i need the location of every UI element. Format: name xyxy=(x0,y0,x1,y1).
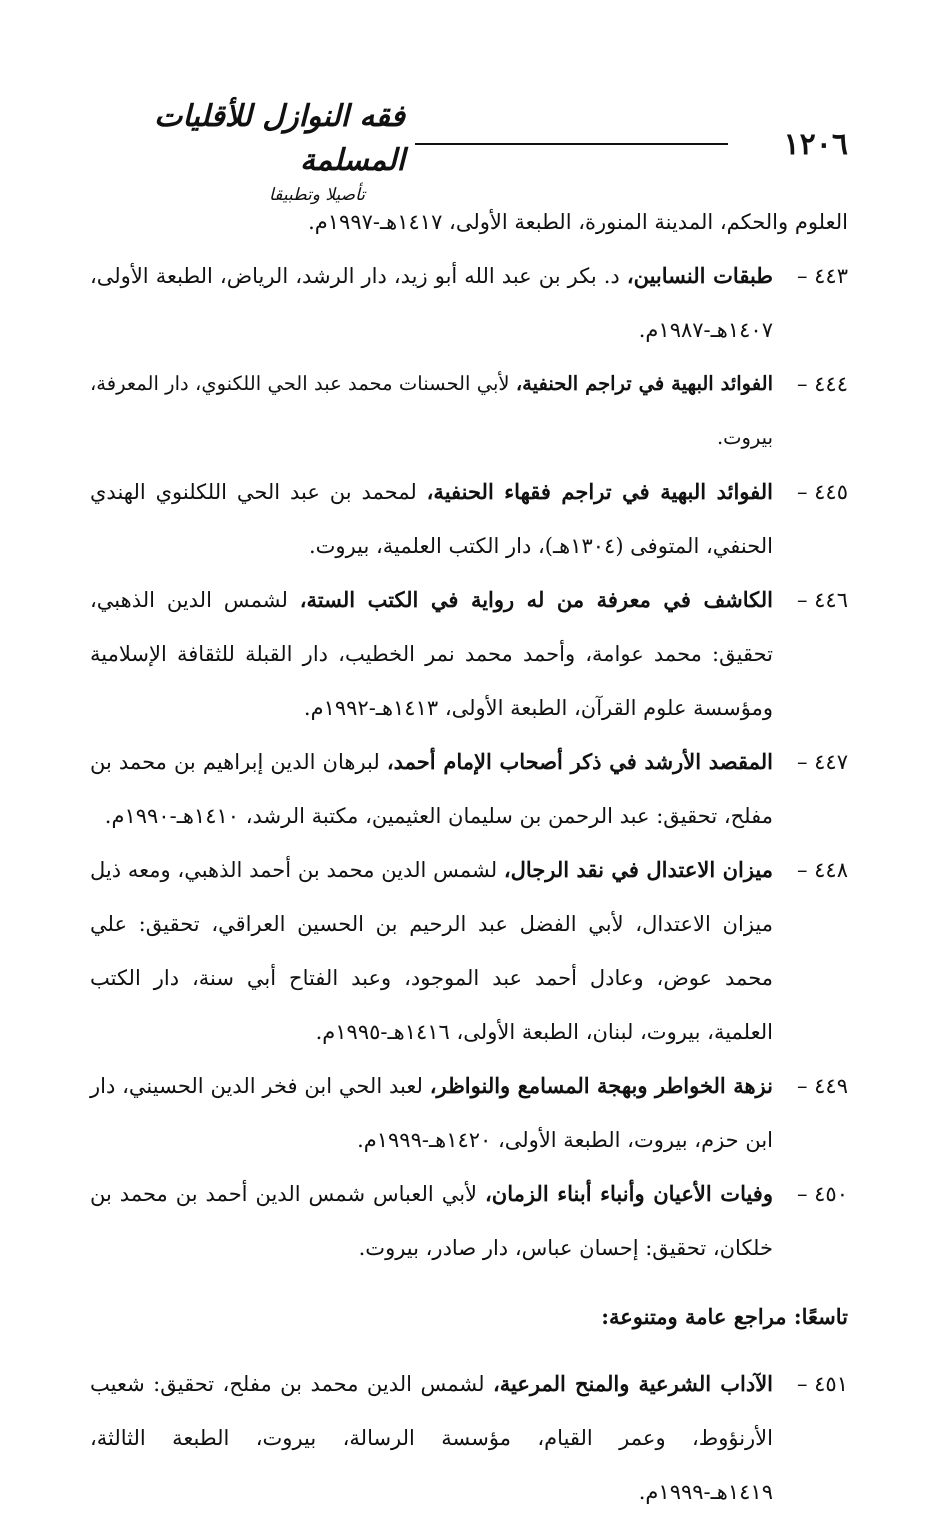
entry-details: لعبد الحي ابن فخر الدين الحسيني، دار ابن حزم، بيروت، الطبعة الأولى، ١٤٢٠هـ-١٩٩٩م. xyxy=(90,1074,773,1152)
entry-number: ٤٤٨ – xyxy=(796,858,848,882)
reference-entry-451 xyxy=(90,1357,848,1519)
entry-details: لأبي العباس شمس الدين أحمد بن محمد بن خلكان، تحقيق: إحسان عباس، دار صادر، بيروت. xyxy=(90,1182,773,1260)
header-rule xyxy=(415,143,728,145)
entry-details: لشمس الدين محمد بن أحمد الذهبي، ومعه ذيل ميزان الاعتدال، لأبي الفضل عبد الرحيم بن الحسين العراقي، تحقيق: علي محمد عوض، وعادل أحمد عبد الموجود، وعبد الفتاح أبي سنة، دار الكتب العلمية، بيروت، لبنان، الطبعة الأولى، ١٤١٦هـ-١٩٩٥م. xyxy=(90,858,773,1044)
reference-entry-450 xyxy=(90,1167,848,1275)
entry-title: نزهة الخواطر وبهجة المسامع والنواظر، xyxy=(429,1073,773,1098)
entry-number: ٤٤٧ – xyxy=(796,750,848,774)
entry-details: لمحمد بن عبد الحي اللكلنوي الهندي الحنفي، المتوفى (١٣٠٤هـ)، دار الكتب العلمية، بيروت. xyxy=(90,480,773,558)
entry-number: ٤٤٩ – xyxy=(796,1074,848,1098)
entry-details: لأبي الحسنات محمد عبد الحي اللكنوي، دار المعرفة، بيروت. xyxy=(90,372,773,449)
reference-entry-443 xyxy=(90,249,848,357)
book-title: فقه النوازل للأقليات المسلمة xyxy=(154,99,405,178)
entry-details: لشمس الدين محمد بن مفلح، تحقيق: شعيب الأرنؤوط، وعمر القيام، مؤسسة الرسالة، بيروت، الطبعة الثالثة، ١٤١٩هـ-١٩٩٩م. xyxy=(90,1372,773,1504)
entry-title: ميزان الاعتدال في نقد الرجال، xyxy=(503,857,773,882)
entry-title: الكاشف في معرفة من له رواية في الكتب الستة، xyxy=(299,587,774,612)
entry-title: الفوائد البهية في تراجم فقهاء الحنفية، xyxy=(426,479,774,504)
section-label: تاسعًا: xyxy=(793,1304,848,1329)
page-number: ١٢٠٦ xyxy=(783,127,848,162)
entry-details: لشمس الدين الذهبي، تحقيق: محمد عوامة، وأحمد محمد نمر الخطيب، دار القبلة للثقافة الإسلامية ومؤسسة علوم القرآن، الطبعة الأولى، ١٤١٣هـ-١٩٩٢م. xyxy=(90,588,773,720)
entry-title: الفوائد البهية في تراجم الحنفية، xyxy=(515,372,773,395)
reference-entry-449 xyxy=(90,1059,848,1167)
section-heading xyxy=(90,1297,848,1337)
entry-title: وفيات الأعيان وأنباء أبناء الزمان، xyxy=(485,1181,773,1206)
book-subtitle: تأصيلا وتطبيقا xyxy=(269,185,365,205)
reference-entry-446 xyxy=(90,573,848,735)
entry-title: المقصد الأرشد في ذكر أصحاب الإمام أحمد، xyxy=(386,749,773,774)
entry-number: ٤٥٠ – xyxy=(796,1182,848,1206)
entry-number: ٤٤٣ – xyxy=(796,264,848,288)
entry-title: الآداب الشرعية والمنح المرعية، xyxy=(492,1371,774,1396)
continuation-text: العلوم والحكم، المدينة المنورة، الطبعة الأولى، ١٤١٧هـ-١٩٩٧م. xyxy=(308,210,848,234)
reference-entry-447 xyxy=(90,735,848,843)
entry-number: ٤٤٤ – xyxy=(796,372,848,396)
reference-entry-448 xyxy=(90,843,848,1059)
entry-number: ٤٥١ – xyxy=(796,1372,848,1396)
page-body xyxy=(90,195,848,1519)
book-title-logo xyxy=(85,95,405,205)
section-title: مراجع عامة ومتنوعة: xyxy=(601,1304,794,1329)
entry-details: د. بكر بن عبد الله أبو زيد، دار الرشد، الرياض، الطبعة الأولى، ١٤٠٧هـ-١٩٨٧م. xyxy=(90,264,773,342)
entry-details: لبرهان الدين إبراهيم بن محمد بن مفلح، تحقيق: عبد الرحمن بن سليمان العثيمين، مكتبة الرشد، ١٤١٠هـ-١٩٩٠م. xyxy=(90,750,773,828)
reference-entry-445 xyxy=(90,465,848,573)
reference-entry-444 xyxy=(90,357,848,465)
entry-number: ٤٤٥ – xyxy=(796,480,848,504)
page-header xyxy=(85,95,848,205)
entry-title: طبقات النسابين، xyxy=(626,263,773,288)
entry-number: ٤٤٦ – xyxy=(796,588,848,612)
